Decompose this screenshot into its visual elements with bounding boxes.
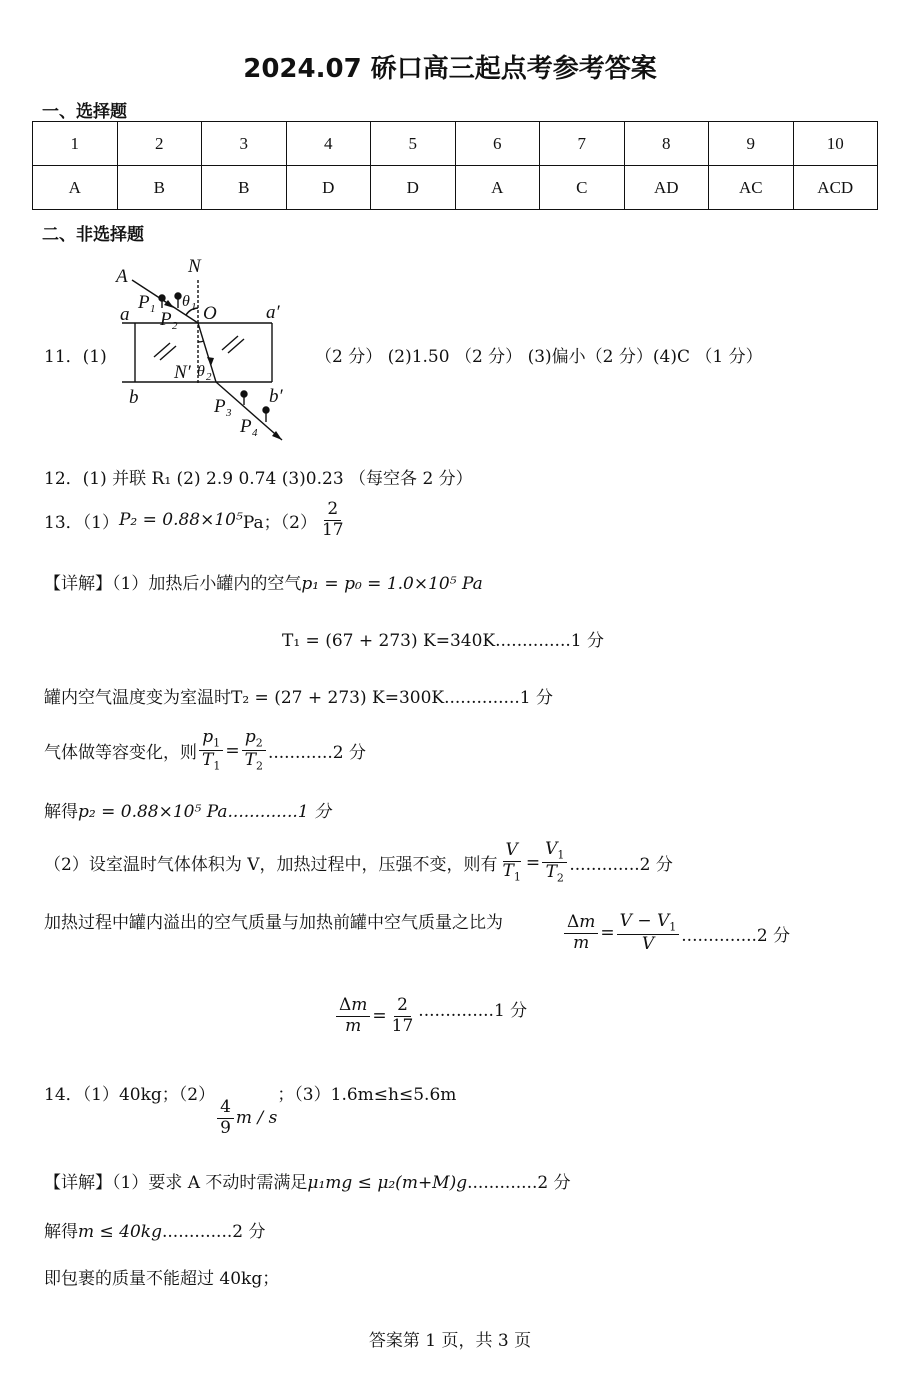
q12-answers: 12．(1) 并联 R₁ (2) 2.9 0.74 (3)0.23 （每空各 2 分） xyxy=(44,469,473,489)
equals-sign: = xyxy=(525,852,541,873)
table-cell: D xyxy=(371,166,456,210)
pin-icon xyxy=(241,391,247,397)
q13-detail-8 xyxy=(334,996,527,1036)
label-n-prime: N′ xyxy=(174,362,191,383)
table-header-row xyxy=(33,122,878,166)
q13-detail-7-text: 加热过程中罐内溢出的空气质量与加热前罐中空气质量之比为 xyxy=(44,913,503,933)
q14-detail-2-eq: m ≤ 40kg xyxy=(78,1222,162,1242)
q11-answers: （2 分） (2)1.50 （2 分） (3)偏小（2 分）(4)C （1 分） xyxy=(315,347,763,367)
table-cell: 4 xyxy=(286,122,371,166)
q13-detail-3 xyxy=(44,683,553,708)
equals-sign: = xyxy=(600,923,615,944)
page-footer: 答案第 1 页，共 3 页 xyxy=(368,1331,532,1351)
q13-head-b: Pa；（2） xyxy=(242,512,317,533)
q13-detail-7-score: ..............2 分 xyxy=(681,925,791,946)
hatch-mark xyxy=(222,336,238,350)
equals-sign: = xyxy=(372,1006,387,1027)
table-cell: 10 xyxy=(793,122,878,166)
q13-ratio-p1-t1: $\frac{p_1}{T_1}$ xyxy=(199,728,223,773)
label-p2-sub: 2 xyxy=(172,320,178,332)
fraction-numerator: 2 xyxy=(324,500,341,521)
section-nonchoice-heading: 二、非选择题 xyxy=(42,225,144,245)
q13-ratio-v1-t2: $\frac{V_1}{T_2}$ xyxy=(542,840,567,885)
q13-detail-4-score: ............2 分 xyxy=(267,743,367,764)
fraction-numerator: 2 xyxy=(394,996,411,1017)
label-p3: P xyxy=(214,396,226,417)
fraction-denominator: 9 xyxy=(220,1117,231,1138)
q14-velocity xyxy=(215,1098,277,1138)
q14-detail-1-eq: μ₁mg ≤ μ₂(m+M)g xyxy=(307,1173,468,1193)
hatch-mark xyxy=(160,346,176,360)
label-b-prime: b′ xyxy=(269,386,283,407)
q13-detail-7-eq xyxy=(562,912,790,955)
q13-mass-ratio-result: $\frac{\Delta m}{m}$ xyxy=(336,996,370,1036)
q14-detail-2-text: 解得 xyxy=(44,1222,78,1242)
label-n: N xyxy=(188,256,201,277)
q14-answer-line xyxy=(44,1080,456,1138)
q13-detail-3-eq: T₂ = (27 + 273) K=300K..............1 分 xyxy=(231,688,553,708)
label-theta2-sub: 2 xyxy=(206,371,212,383)
label-a-upper: A xyxy=(116,266,128,287)
table-cell: 6 xyxy=(455,122,540,166)
pin-icon xyxy=(263,407,269,413)
q13-detail-3-text: 罐内空气温度变为室温时 xyxy=(44,688,231,708)
label-p1: P xyxy=(138,292,150,313)
q14-detail-3: 即包裹的质量不能超过 40kg； xyxy=(44,1269,280,1289)
table-cell: B xyxy=(202,166,287,210)
q13-mass-ratio: $\frac{\Delta m}{m}$ xyxy=(564,913,598,953)
table-cell: A xyxy=(33,166,118,210)
label-p3-sub: 3 xyxy=(226,407,232,419)
q13-detail-5 xyxy=(44,797,331,822)
hatch-mark xyxy=(228,339,244,353)
q13-detail-6-score: .............2 分 xyxy=(569,855,673,876)
q14-detail-1-text: 【详解】（1）要求 A 不动时需满足 xyxy=(44,1173,308,1193)
q13-detail-8-score: ..............1 分 xyxy=(418,1001,528,1021)
q13-volume-ratio: $\frac{V - V_1}{V}$ xyxy=(617,912,680,955)
q14-detail-1 xyxy=(44,1168,571,1193)
q14-detail-2 xyxy=(44,1217,265,1242)
table-cell: 8 xyxy=(624,122,709,166)
table-cell: AC xyxy=(709,166,794,210)
q14-head: 14．（1）40kg；（2） xyxy=(44,1085,216,1105)
label-p2: P xyxy=(160,309,172,330)
label-theta2: θ xyxy=(197,363,205,380)
refraction-diagram xyxy=(104,250,304,445)
q13-detail-1 xyxy=(44,569,483,594)
fraction-denominator: 17 xyxy=(391,1015,414,1036)
label-a: a xyxy=(120,304,130,325)
label-o: O xyxy=(203,303,217,324)
label-p4-sub: 4 xyxy=(252,427,258,439)
pin-icon xyxy=(159,295,165,301)
equals-sign: = xyxy=(225,740,240,761)
q13-detail-6 xyxy=(44,840,673,885)
table-answer-row xyxy=(33,166,878,210)
page-title: 2024.07 硚口高三起点考参考答案 xyxy=(243,54,657,84)
label-theta1-sub: 1 xyxy=(191,301,197,313)
label-p1-sub: 1 xyxy=(150,303,156,315)
q14-detail-2-score: .............2 分 xyxy=(162,1222,266,1242)
q13-fraction xyxy=(319,500,347,540)
pin-icon xyxy=(175,293,181,299)
q13-result-fraction xyxy=(389,996,417,1036)
q13-detail-1-text: 【详解】（1）加热后小罐内的空气 xyxy=(44,574,302,594)
q13-head: 13．（1） xyxy=(44,512,119,533)
table-cell: D xyxy=(286,166,371,210)
label-b: b xyxy=(129,387,139,408)
table-cell: ACD xyxy=(793,166,878,210)
q14-detail-1-score: .............2 分 xyxy=(467,1173,571,1193)
table-cell: 1 xyxy=(33,122,118,166)
table-cell: 3 xyxy=(202,122,287,166)
choice-answer-table xyxy=(32,121,878,210)
fraction-denominator: 17 xyxy=(321,519,344,540)
q13-detail-4-text: 气体做等容变化，则 xyxy=(44,743,197,764)
q13-detail-4 xyxy=(44,728,366,773)
table-cell: C xyxy=(540,166,625,210)
table-cell: A xyxy=(455,166,540,210)
label-a-prime: a′ xyxy=(266,302,280,323)
q13-ratio-p2-t2: $\frac{p_2}{T_2}$ xyxy=(242,728,266,773)
q13-detail-2: T₁ = (67 + 273) K=340K..............1 分 xyxy=(282,631,604,651)
label-theta1: θ xyxy=(182,293,190,310)
table-cell: AD xyxy=(624,166,709,210)
table-cell: B xyxy=(117,166,202,210)
angle-arc xyxy=(198,341,204,342)
table-cell: 7 xyxy=(540,122,625,166)
section-choice-heading: 一、选择题 xyxy=(42,102,127,122)
q11-label: 11．(1) xyxy=(44,347,107,367)
label-p4: P xyxy=(240,416,252,437)
table-cell: 2 xyxy=(117,122,202,166)
q13-answer-line xyxy=(44,500,349,540)
q13-detail-6-text: （2）设室温时气体体积为 V，加热过程中，压强不变，则有 xyxy=(44,855,498,876)
hatch-mark xyxy=(154,343,170,357)
q14-tail: ；（3）1.6m≤h≤5.6m xyxy=(277,1085,457,1105)
fraction-numerator: 4 xyxy=(217,1098,234,1119)
q13-ratio-v-t1: $\frac{V}{T_1}$ xyxy=(502,840,521,884)
table-cell: 5 xyxy=(371,122,456,166)
table-cell: 9 xyxy=(709,122,794,166)
q14-fraction xyxy=(217,1098,234,1138)
q14-unit: m / s xyxy=(235,1108,278,1129)
arrow-icon xyxy=(207,357,214,366)
q13-p2: P₂ = 0.88×10⁵ xyxy=(118,510,243,531)
q13-detail-5-eq: p₂ = 0.88×10⁵ Pa.............1 分 xyxy=(78,802,331,822)
q13-detail-1-eq: p₁ = p₀ = 1.0×10⁵ Pa xyxy=(301,574,483,594)
q13-detail-5-text: 解得 xyxy=(44,802,78,822)
